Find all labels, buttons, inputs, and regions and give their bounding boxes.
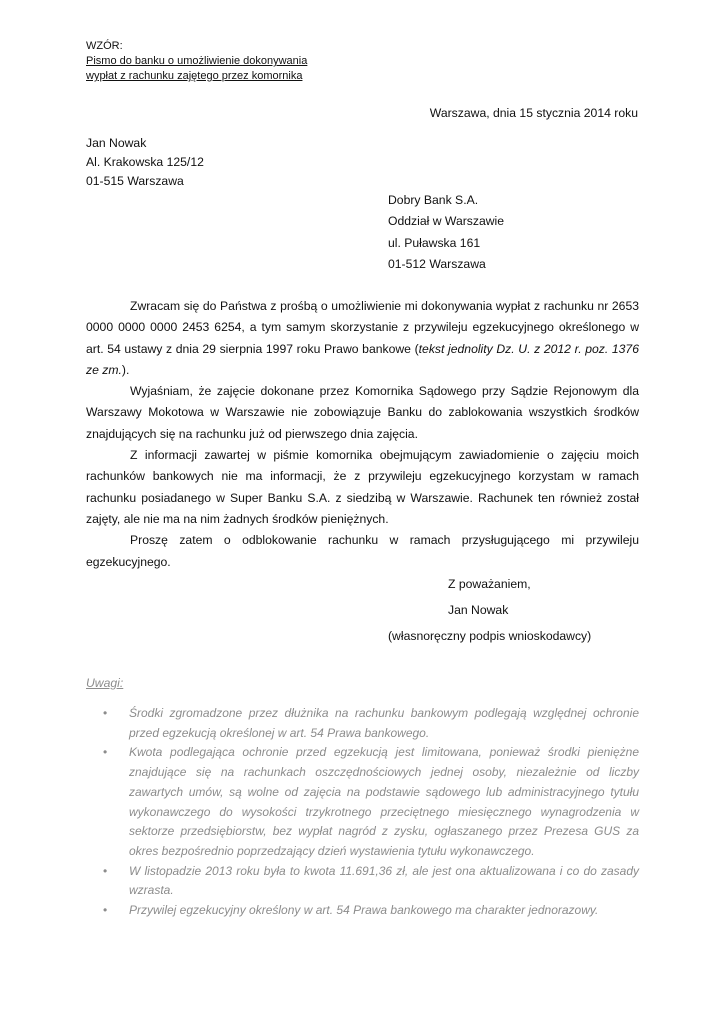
recipient-address — [388, 190, 504, 275]
template-subtitle-line-2: wypłat z rachunku zajętego przez komornika — [86, 70, 303, 82]
recipient-street: ul. Puławska 161 — [388, 235, 481, 250]
note-text: W listopadzie 2013 roku była to kwota 11.691,36 zł, ale jest ona aktualizowana i co do zasady wzrasta. — [129, 863, 639, 898]
body-paragraph-4: Proszę zatem o odblokowanie rachunku w ramach przysługującego mi przywileju egzekucyjnego. — [86, 533, 639, 569]
notes-list — [86, 704, 639, 921]
note-text: Przywilej egzekucyjny określony w art. 54 Prawa bankowego ma charakter jednorazowy. — [129, 903, 599, 918]
bullet-icon: • — [103, 745, 108, 760]
note-item — [86, 743, 639, 861]
body-paragraph-3: Z informacji zawartej w piśmie komornika obejmującym zawiadomienie o zajęciu moich rachunków bankowych nie ma informacji, że z przywileju egzekucyjnego korzystam w ramach rachunku posiadanego w Super Banku S.A. z siedzibą w Warszawie. Rachunek ten również został zajęty, ale nie ma na nim żadnych środków pieniężnych. — [86, 448, 639, 526]
letter-body — [86, 296, 639, 573]
template-header — [86, 39, 307, 84]
note-item — [86, 901, 639, 921]
sender-city: 01-515 Warszawa — [86, 174, 184, 188]
bullet-icon: • — [103, 903, 108, 918]
note-item — [86, 862, 639, 901]
closing-block — [388, 571, 591, 649]
recipient-name: Dobry Bank S.A. — [388, 193, 479, 207]
template-label: WZÓR: — [86, 40, 123, 52]
note-item — [86, 704, 639, 743]
legal-citation: tekst jednolity Dz. U. z 2012 r. poz. 1376 ze zm. — [86, 341, 639, 377]
recipient-city: 01-512 Warszawa — [388, 256, 486, 271]
bullet-icon: • — [103, 706, 108, 720]
paragraph-1-end: ). — [121, 362, 130, 377]
closing-name: Jan Nowak — [448, 603, 509, 617]
sender-street: Al. Krakowska 125/12 — [86, 155, 204, 169]
note-text: Kwota podlegająca ochronie przed egzekucją jest limitowana, ponieważ środki pieniężne znajdujące się na rachunkach oszczędnościowych jednej osoby, niezależnie od liczby zawartych umów, są wolne od zajęcia na podstawie sądowego lub administracyjnego tytułu wykonawczego do wysokości trzykrotnego przeciętnego miesięcznego wynagrodzenia w sektorze przedsiębiorstw, bez wypłat nagród z zysku, ogłaszanego przez Prezesa GUS za okres bezpośrednio poprzedzający dzień wystawienia tytułu wykonawczego. — [129, 745, 639, 858]
recipient-branch: Oddział w Warszawie — [388, 214, 505, 229]
body-paragraph-1 — [86, 296, 639, 381]
template-subtitle-line-1: Pismo do banku o umożliwienie dokonywania — [86, 55, 308, 67]
date-line: Warszawa, dnia 15 stycznia 2014 roku — [429, 106, 638, 120]
sender-address — [86, 134, 204, 191]
body-paragraph-2: Wyjaśniam, że zajęcie dokonane przez Komornika Sądowego przy Sądzie Rejonowym dla Warszawy Mokotowa w Warszawie nie zobowiązuje Banku do zablokowania wszystkich środków znajdujących się na rachunku już od pierwszego dnia zajęcia. — [86, 384, 639, 441]
sender-name: Jan Nowak — [86, 136, 147, 150]
bullet-icon: • — [103, 863, 108, 878]
notes-title: Uwagi: — [86, 676, 124, 690]
closing-greeting: Z poważaniem, — [448, 577, 531, 591]
paragraph-1-text: Zwracam się do Państwa z prośbą o umożliwienie mi dokonywania wypłat z rachunku nr 2653 0000 0000 0000 2453 6254, a tym samym skorzystanie z przywileju egzekucyjnego określonego w art. 54 ustawy z dnia 29 sierpnia 1997 roku Prawo bankowe ( — [86, 299, 639, 356]
note-text: Środki zgromadzone przez dłużnika na rachunku bankowym podlegają względnej ochronie przed egzekucją określonej w art. 54 Prawa bankowego. — [129, 706, 639, 740]
signature-note: (własnoręczny podpis wnioskodawcy) — [388, 629, 592, 643]
